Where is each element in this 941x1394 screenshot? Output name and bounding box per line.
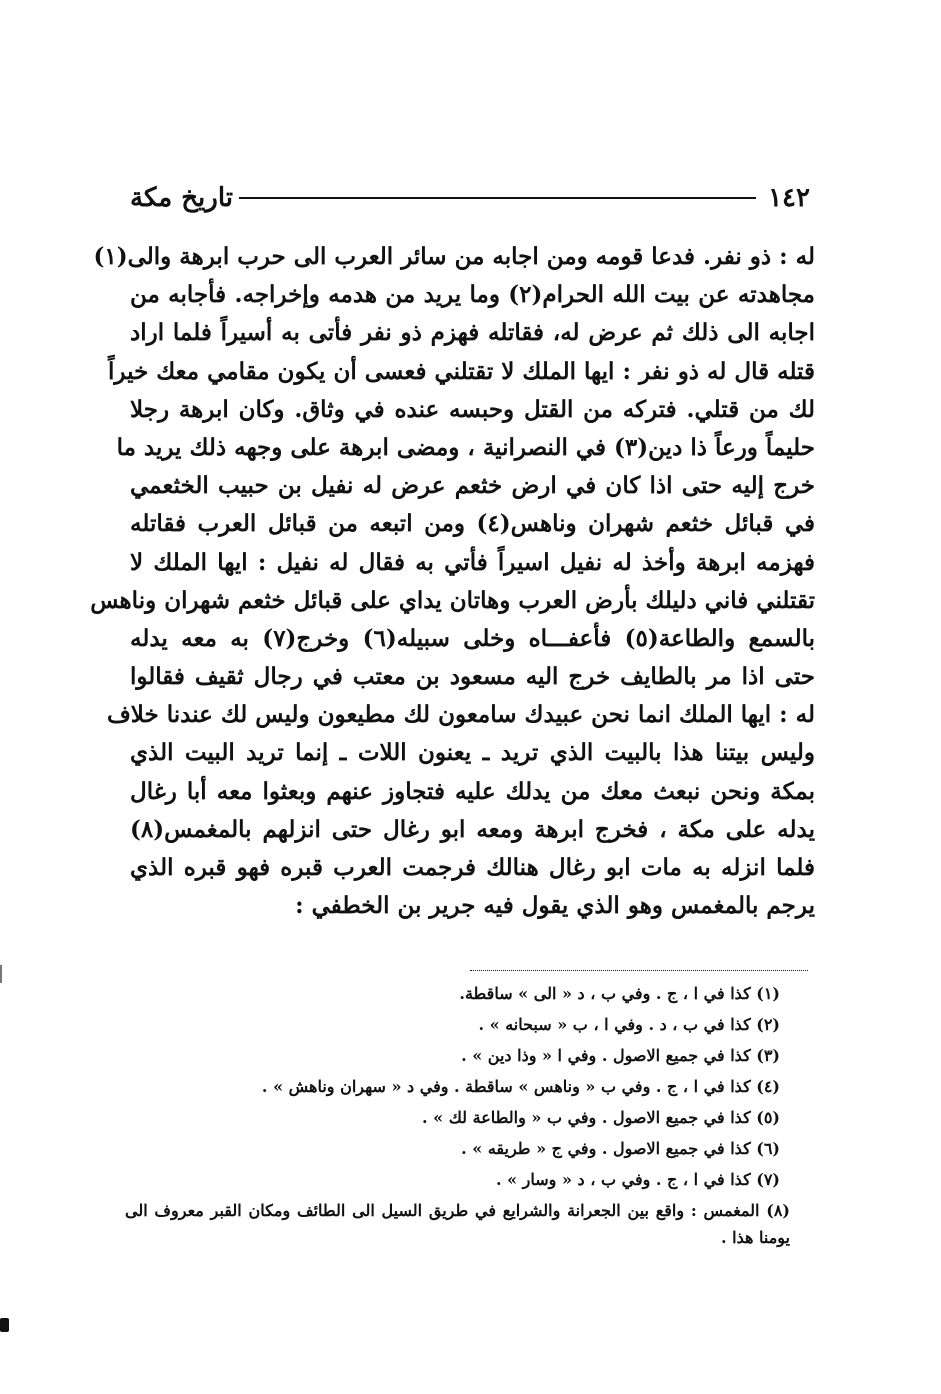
footnote: (٧) كذا في ا ، ج . وفي ب ، د « وسار » . [495, 1170, 780, 1189]
footnote: (٦) كذا في جميع الاصول . وفي ج « طريقه » . [461, 1139, 780, 1158]
footnote: (٥) كذا في جميع الاصول . وفي ب « والطاعة لك » . [421, 1108, 780, 1127]
text-line: خرج إليه حتى اذا كان في ارض خثعم عرض له نفيل بن حبيب الخثعمي [130, 472, 815, 500]
header-rule [239, 197, 756, 199]
text-line: يرجم بالمغمس وهو الذي يقول فيه جرير بن الخطفي : [295, 892, 815, 920]
footnote: (٨) المغمس : واقع بين الجعرانة والشرايع في طريق السيل الى الطائف ومكان القبر معروف الى يومنا هذا . [125, 1201, 790, 1247]
footnote-separator [470, 970, 808, 971]
text-line: له : ايها الملك انما نحن عبيدك سامعون لك مطيعون وليس لك عندنا خلاف [106, 701, 815, 729]
running-title: تاريخ مكة [130, 183, 234, 213]
text-line: تقتلني فاني دليلك بأرض العرب وهاتان يداي على قبائل خثعم شهران وناهس [90, 586, 815, 614]
text-line: لك من قتلي. فتركه من القتل وحبسه عنده في وثاق. وكان ابرهة رجلا [130, 395, 815, 423]
text-line: بمكة ونحن نبعث معك من يدلك عليه فتجاوز عنهم وبعثوا معه أبا رغال [130, 777, 815, 805]
text-line: فلما انزله به مات ابو رغال هنالك فرجمت العرب قبره فهو قبره الذي [130, 854, 815, 881]
text-line: اجابه الى ذلك ثم عرض له، فقاتله فهزم ذو نفر فأتى به أسيراً فلما اراد [130, 319, 815, 347]
main-text [90, 238, 815, 925]
running-header [130, 178, 810, 218]
text-line: في قبائل خثعم شهران وناهس(٤) ومن اتبعه من قبائل العرب فقاتله [130, 510, 815, 538]
footnote: (٣) كذا في جميع الاصول . وفي ا « وذا دين » . [461, 1046, 780, 1065]
footnotes [125, 978, 790, 1251]
footnote: (٤) كذا في ا ، ج . وفي ب « وناهس » ساقطة . وفي د « سهران وناهش » . [261, 1077, 780, 1096]
footnote: (٢) كذا في ب ، د . وفي ا ، ب « سبحانه » . [478, 1015, 780, 1034]
text-line: حليماً ورعاً ذا دين(٣) في النصرانية ، ومضى ابرهة على وجهه ذلك يريد ما [116, 433, 815, 461]
text-line: فهزمه ابرهة وأخذ له نفيل اسيراً فأتي به فقال له نفيل : ايها الملك لا [130, 548, 815, 576]
text-line: قتله قال له ذو نفر : ايها الملك لا تقتلني فعسى أن يكون مقامي معك خيراً [108, 357, 815, 385]
page-number: ١٤٢ [768, 183, 810, 213]
scan-artifact [0, 1318, 9, 1332]
text-line: بالسمع والطاعة(٥) فأعفـــاه وخلى سبيله(٦) وخرج(٧) به معه يدله [130, 624, 815, 652]
footnote: (١) كذا في ا ، ج . وفي ب ، د « الى » ساقطة. [459, 984, 780, 1003]
scan-artifact [0, 965, 2, 983]
text-line: وليس بيتنا هذا بالبيت الذي تريد ـ يعنون اللات ـ إنما تريد البيت الذي [130, 739, 815, 767]
text-line: له : ذو نفر. فدعا قومه ومن اجابه من سائر العرب الى حرب ابرهة والى(١) [93, 243, 815, 270]
text-line: مجاهدته عن بيت الله الحرام(٢) وما يريد من هدمه وإخراجه. فأجابه من [130, 281, 815, 309]
text-line: يدله على مكة ، فخرج ابرهة ومعه ابو رغال حتى انزلهم بالمغمس(٨) [130, 815, 815, 843]
text-line: حتى اذا مر بالطايف خرج اليه مسعود بن معتب في رجال ثقيف فقالوا [130, 663, 815, 691]
